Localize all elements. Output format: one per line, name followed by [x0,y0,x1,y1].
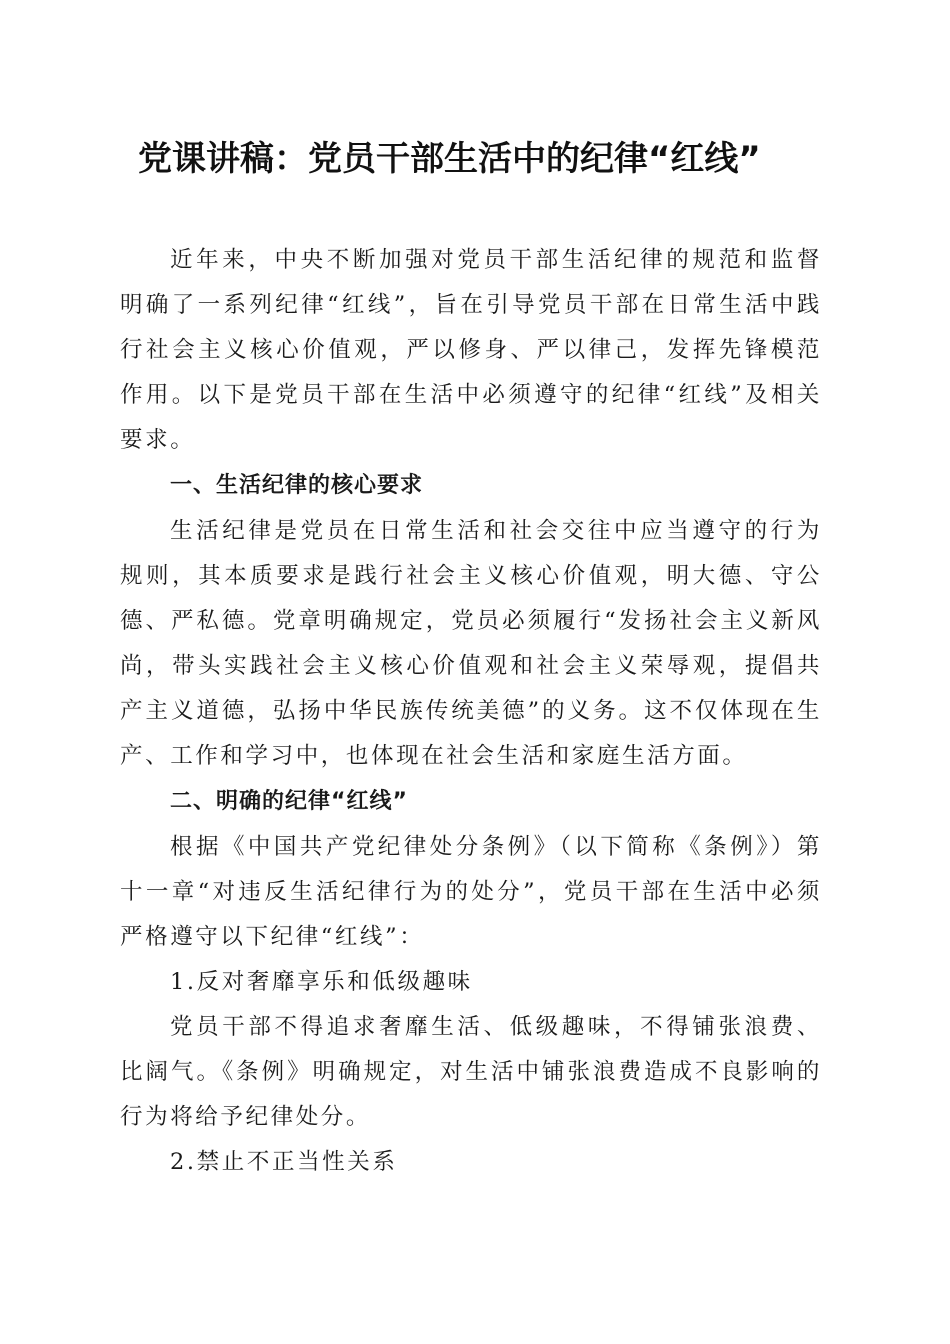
section-2-heading: 二、明确的纪律“红线” [170,789,408,814]
item-1-paragraph: 党员干部不得追求奢靡生活、低级趣味，不得铺张浪费、比阔气。《条例》明确规定，对生活中铺张浪费造成不良影响的行为将给予纪律处分。 [120,1014,822,1130]
section-2-paragraph: 根据《中国共产党纪律处分条例》（以下简称《条例》）第十一章“对违反生活纪律行为的处分”，党员干部在生活中必须严格遵守以下纪律“红线”： [120,834,822,950]
document-title: 党课讲稿：党员干部生活中的纪律“红线” [138,139,761,179]
section-1-paragraph: 生活纪律是党员在日常生活和社会交往中应当遵守的行为规则，其本质要求是践行社会主义核心价值观，明大德、守公德、严私德。党章明确规定，党员必须履行“发扬社会主义新风尚，带头实践社会主义核心价值观和社会主义荣辱观，提倡共产主义道德，弘扬中华民族传统美德”的义务。这不仅体现在生产、工作和学习中，也体现在社会生活和家庭生活方面。 [120,518,822,769]
item-1-heading: 1.反对奢靡享乐和低级趣味 [170,969,473,995]
item-2-heading: 2.禁止不正当性关系 [170,1149,398,1175]
document-page [120,128,822,1185]
section-1-heading: 一、生活纪律的核心要求 [170,473,424,498]
intro-paragraph: 近年来，中央不断加强对党员干部生活纪律的规范和监督明确了一系列纪律“红线”，旨在引导党员干部在日常生活中践行社会主义核心价值观，严以修身、严以律己，发挥先锋模范作用。以下是党员干部在生活中必须遵守的纪律“红线”及相关要求。 [120,247,822,453]
